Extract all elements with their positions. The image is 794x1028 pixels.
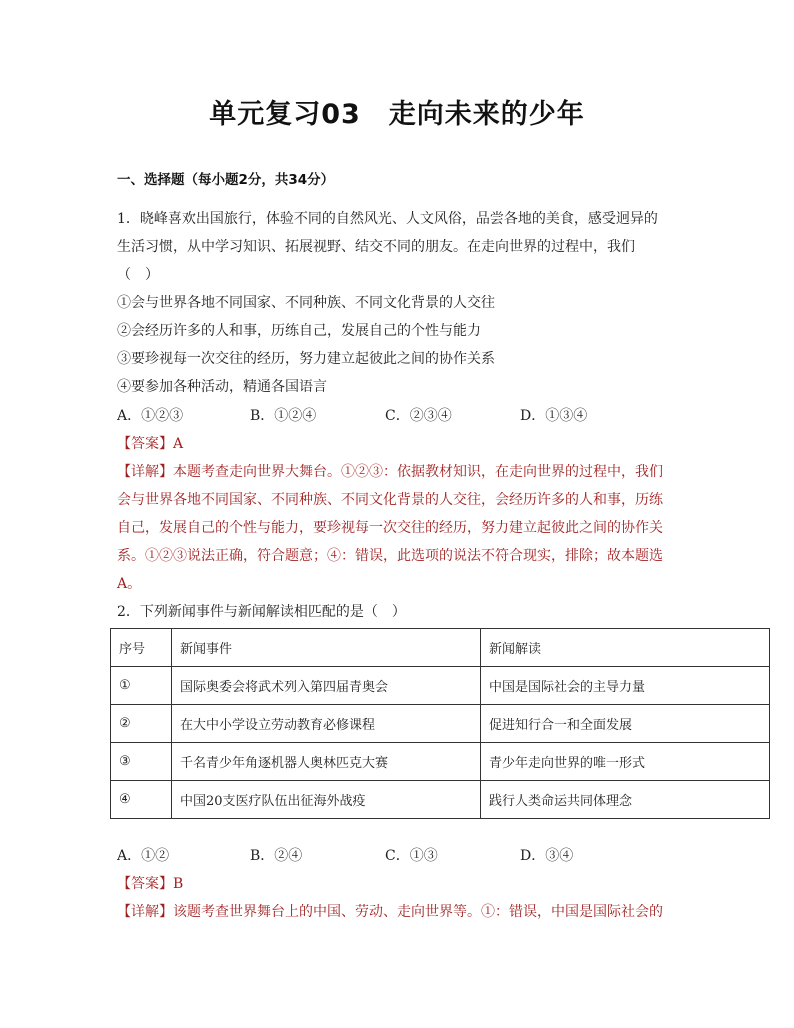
table-cell: ④: [111, 781, 172, 819]
q2-option-a: A．①②: [117, 848, 170, 864]
q1-item: ②会经历许多的人和事，历练自己，发展自己的个性与能力: [117, 323, 481, 339]
q1-stem-line: （ ）: [117, 267, 159, 283]
q2-option-c: C．①③: [385, 848, 438, 864]
table-row: [111, 667, 770, 705]
table-cell: 千名青少年角逐机器人奥林匹克大赛: [172, 743, 481, 781]
q1-item: ①会与世界各地不同国家、不同种族、不同文化背景的人交往: [117, 295, 495, 311]
q2-option-d: D．③④: [520, 848, 574, 864]
q1-explanation-line: 自己，发展自己的个性与能力，要珍视每一次交往的经历，努力建立起彼此之间的协作关: [117, 520, 663, 536]
table-cell: ①: [111, 667, 172, 705]
table-header: 新闻事件: [172, 629, 481, 667]
q1-option-a: A．①②③: [117, 408, 184, 424]
q1-stem-line: 生活习惯，从中学习知识、拓展视野、结交不同的朋友。在走向世界的过程中，我们: [117, 239, 635, 255]
table-cell: ②: [111, 705, 172, 743]
q2-explanation-line: 【详解】该题考查世界舞台上的中国、劳动、走向世界等。①：错误，中国是国际社会的: [117, 904, 663, 920]
q1-option-c: C．②③④: [385, 408, 452, 424]
table-header: 新闻解读: [481, 629, 770, 667]
q2-answer: 【答案】B: [117, 876, 184, 892]
table-header: 序号: [111, 629, 172, 667]
q1-item: ④要参加各种活动，精通各国语言: [117, 379, 327, 395]
q1-explanation-line: 【详解】本题考查走向世界大舞台。①②③：依据教材知识，在走向世界的过程中，我们: [117, 464, 663, 480]
q1-option-b: B．①②④: [250, 408, 317, 424]
page-title: 单元复习03 走向未来的少年: [209, 99, 585, 130]
section-heading: 一、选择题（每小题2分，共34分）: [117, 172, 335, 188]
q2-option-b: B．②④: [250, 848, 303, 864]
q1-item: ③要珍视每一次交往的经历，努力建立起彼此之间的协作关系: [117, 351, 495, 367]
table-row: [111, 705, 770, 743]
table-cell: 国际奥委会将武术列入第四届青奥会: [172, 667, 481, 705]
table-cell: 青少年走向世界的唯一形式: [481, 743, 770, 781]
q1-explanation-line: 系。①②③说法正确，符合题意；④：错误，此选项的说法不符合现实，排除；故本题选: [117, 548, 663, 564]
table-cell: 促进知行合一和全面发展: [481, 705, 770, 743]
table-cell: 践行人类命运共同体理念: [481, 781, 770, 819]
q1-answer: 【答案】A: [117, 436, 184, 452]
table-header-row: [111, 629, 770, 667]
q1-explanation-line: A。: [117, 576, 142, 592]
table-cell: 中国是国际社会的主导力量: [481, 667, 770, 705]
table-cell: 中国20支医疗队伍出征海外战疫: [172, 781, 481, 819]
table-row: [111, 781, 770, 819]
table-cell: ③: [111, 743, 172, 781]
q1-explanation-line: 会与世界各地不同国家、不同种族、不同文化背景的人交往，会经历许多的人和事，历练: [117, 492, 663, 508]
q2-stem: 2．下列新闻事件与新闻解读相匹配的是（ ）: [117, 604, 406, 620]
table-row: [111, 743, 770, 781]
table-cell: 在大中小学设立劳动教育必修课程: [172, 705, 481, 743]
q1-stem-line: 1．晓峰喜欢出国旅行，体验不同的自然风光、人文风俗，品尝各地的美食，感受迥异的: [117, 211, 658, 227]
q1-option-d: D．①③④: [520, 408, 588, 424]
news-table: [110, 628, 770, 819]
